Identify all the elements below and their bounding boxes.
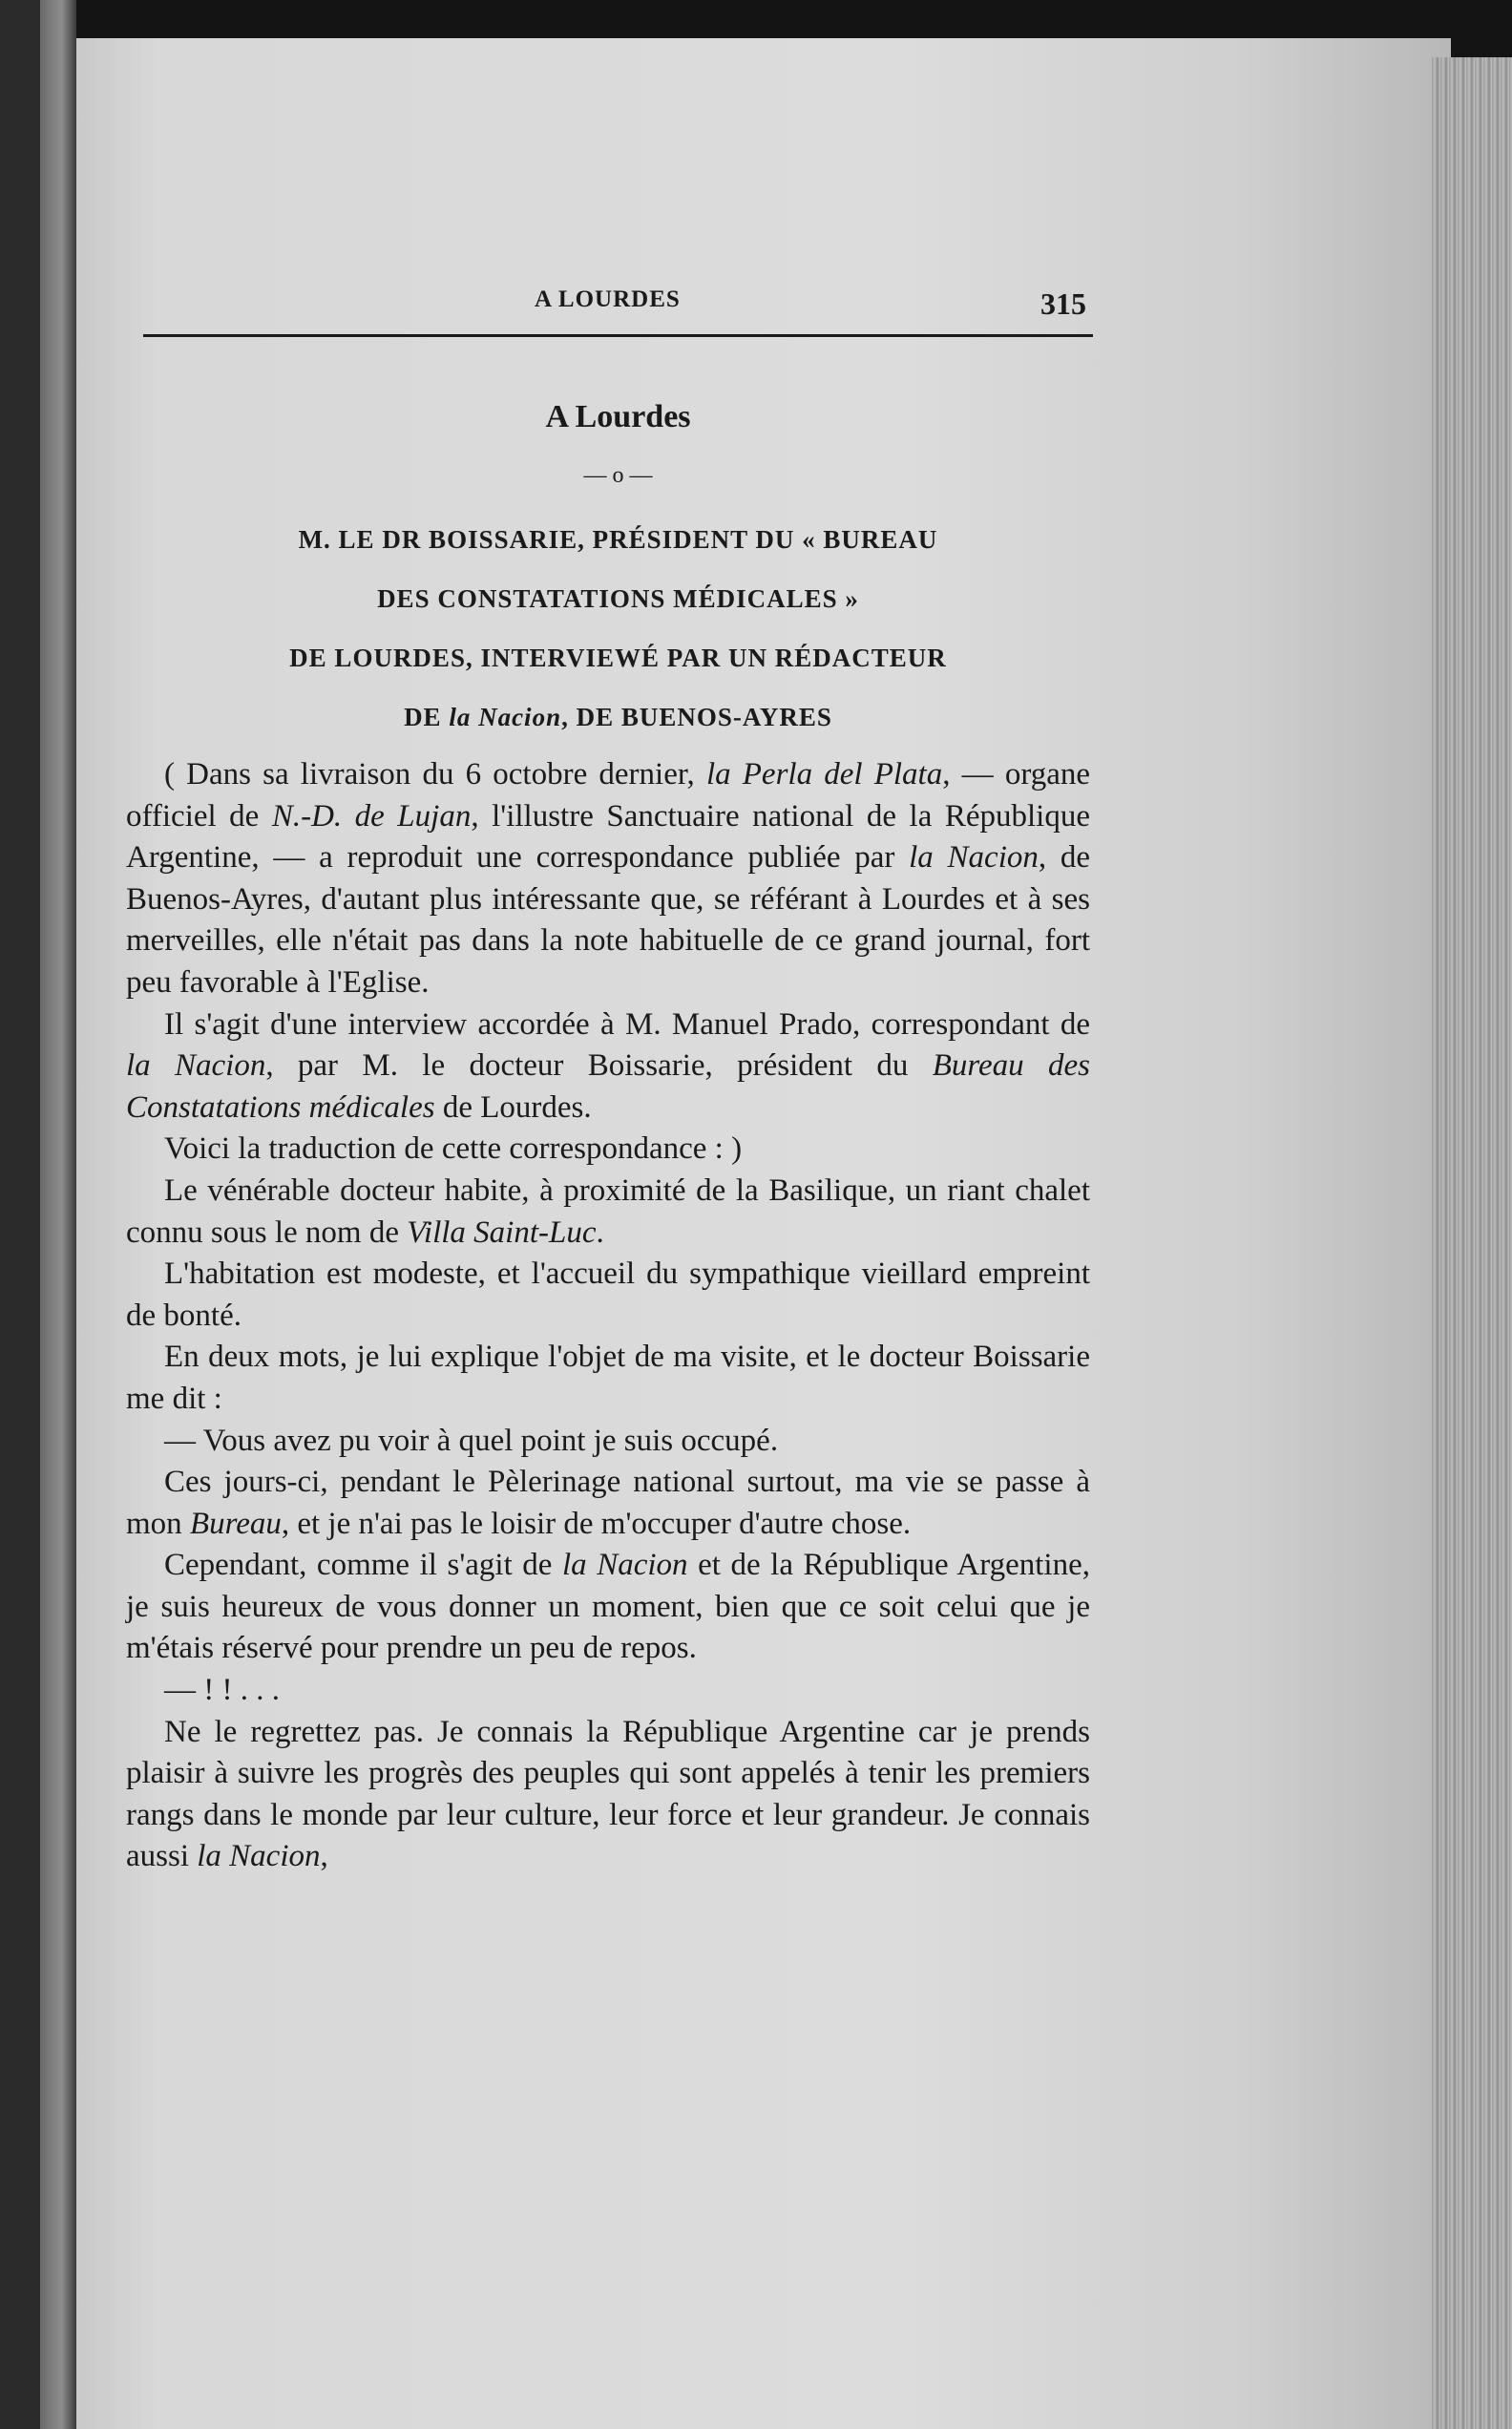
paragraph-habitation: L'habitation est modeste, et l'accueil du sympathique vieillard empreint de bonté. [126,1257,1090,1333]
paragraph-intro: ( Dans sa livraison du 6 octobre dernier, la Perla del Plata, — organe officiel de N.-D. de Lujan, l'illustre Sanctuaire national de la République Argentine, — a reproduit une correspondance publiée par la Nacion, de Buenos-Ayres, d'autant plus intéressante que, se référant à Lourdes et à ses merveilles, elle n'était pas dans la note habituelle de ce grand journal, fort peu favorable à l'Eglise. [126,757,1091,1000]
page-number: 315 [1040,286,1086,321]
paragraph-however: Cependant, comme il s'agit de la Nacion et de la République Argentine, je suis heureux de vous donner un moment, bien que ce soit celui que je m'étais réservé pour prendre un peu de repos. [126,1548,1090,1666]
paragraph-pilgrimage: Ces jours-ci, pendant le Pèlerinage national surtout, ma vie se passe à mon Bureau, et je n'ai pas le loisir de m'occuper d'autre chose. [126,1465,1090,1541]
running-head: A LOURDES [535,286,681,312]
paragraph-translation: Voici la traduction de cette correspondance : ) [164,1131,743,1167]
paragraph-chalet: Le vénérable docteur habite, à proximité de la Basilique, un riant chalet connu sous le nom de Villa Saint-Luc. [126,1172,1090,1250]
subheading-line-4: DE la Nacion, DE BUENOS-AYRES [404,703,832,731]
article-title: A Lourdes [545,399,691,434]
article-body [126,754,1090,1878]
paragraph-dialogue-1: — Vous avez pu voir à quel point je suis occupé. [164,1423,779,1458]
paragraph-argentina: Ne le regrettez pas. Je connais la République Argentine car je prends plaisir à suivre les progrès des peuples qui sont appelés à tenir les premiers rangs dans le monde par leur culture, leur force et leur grandeur. Je connais aussi la Nacion, [126,1714,1090,1874]
paragraph-dialogue-2: — ! ! . . . [164,1673,280,1708]
subheading-line-1: M. LE DR BOISSARIE, PRÉSIDENT DU « BUREAU [298,525,938,554]
paragraph-interview: Il s'agit d'une interview accordée à M. Manuel Prado, correspondant de la Nacion, par M. le docteur Boissarie, président du Bureau des Constatations médicales de Lourdes. [126,1006,1090,1125]
paragraph-visit: En deux mots, je lui explique l'objet de ma visite, et le docteur Boissarie me dit : [126,1340,1090,1416]
title-ornament: — o — [583,463,653,488]
subheading-line-3: DE LOURDES, INTERVIEWÉ PAR UN RÉDACTEUR [289,644,947,672]
header-rule [143,334,1093,337]
subheading-line-2: DES CONSTATATIONS MÉDICALES » [377,584,859,613]
